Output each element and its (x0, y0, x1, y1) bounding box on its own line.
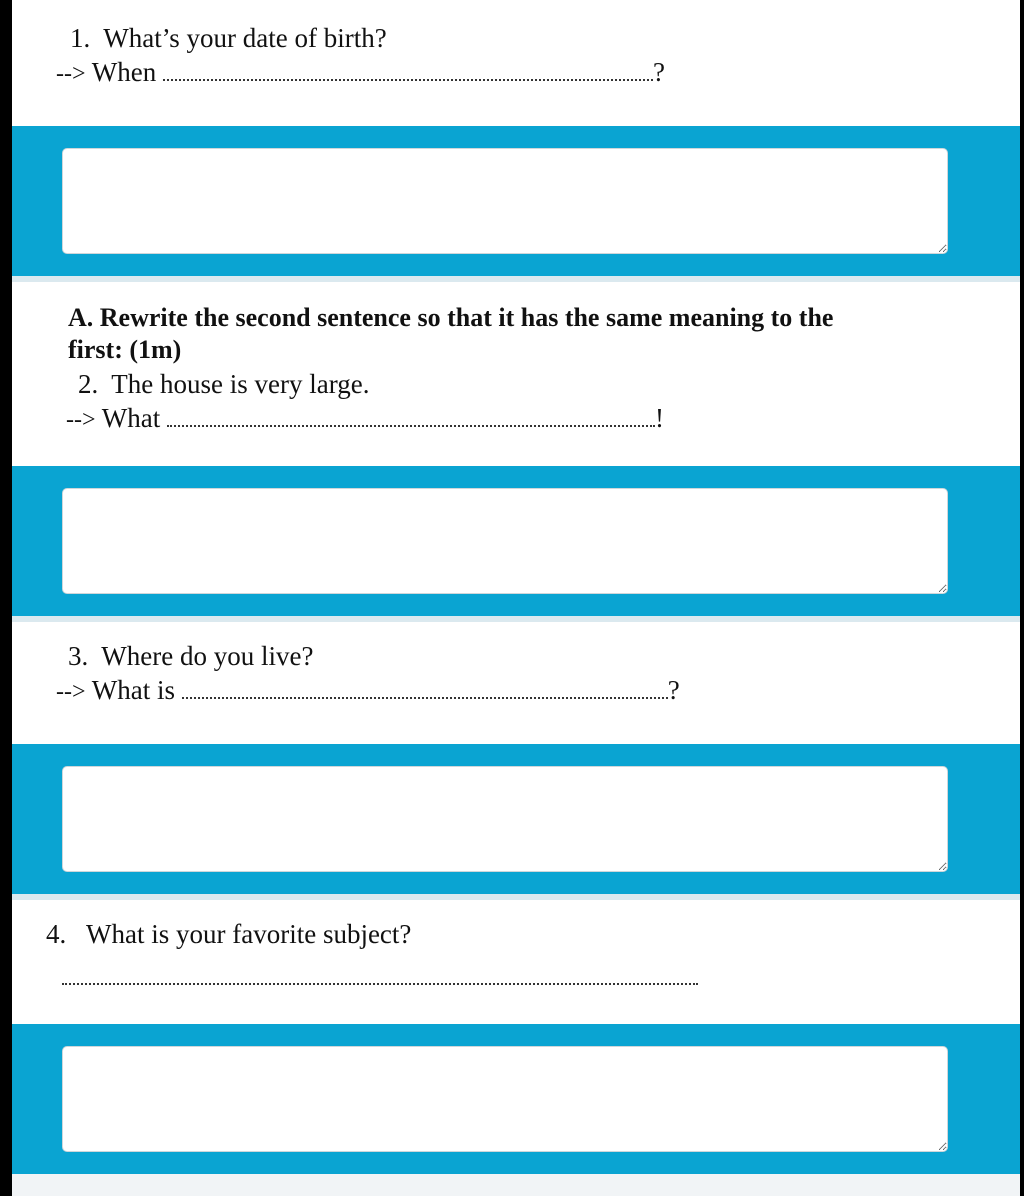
answer-3-input[interactable] (62, 766, 948, 872)
question-2-end: ! (655, 403, 665, 433)
question-3 (68, 640, 313, 672)
question-4-number: 4. (46, 919, 67, 949)
question-3-blank (182, 691, 668, 699)
question-3-rewrite (56, 674, 680, 708)
arrow-marker: --> (66, 407, 96, 433)
arrow-marker: --> (56, 679, 86, 705)
question-1-end: ? (653, 57, 665, 87)
question-3-end: ? (667, 675, 680, 705)
question-4-text: What is your favorite subject? (86, 919, 412, 949)
question-2-panel (12, 282, 1020, 466)
question-4 (46, 918, 411, 950)
question-1-number: 1. (70, 23, 91, 53)
question-1-start: When (91, 57, 157, 87)
question-3-panel (12, 622, 1020, 744)
question-1 (70, 22, 387, 54)
question-3-number: 3. (68, 641, 89, 671)
answer-4-input[interactable] (62, 1046, 948, 1152)
section-a-heading-line-1: A. Rewrite the second sentence so that it has the same meaning to the (68, 303, 834, 332)
question-2-rewrite (66, 402, 664, 436)
question-2-start: What (101, 403, 161, 433)
question-2-number: 2. (78, 369, 99, 399)
section-a-heading-line-2: first: (1m) (68, 335, 182, 364)
page-footer (12, 1174, 1020, 1196)
question-2-text: The house is very large. (111, 369, 370, 399)
question-1-blank (163, 73, 653, 81)
question-2 (78, 368, 369, 400)
question-2-blank (167, 419, 655, 427)
question-4-blank (62, 977, 698, 985)
question-1-text: What’s your date of birth? (103, 23, 387, 53)
question-4-panel (12, 900, 1020, 1024)
question-1-panel (12, 0, 1020, 126)
question-1-rewrite (56, 56, 665, 90)
question-3-start: What is (91, 675, 176, 705)
question-4-rewrite (62, 960, 698, 992)
answer-1-input[interactable] (62, 148, 948, 254)
question-3-text: Where do you live? (101, 641, 314, 671)
answer-2-input[interactable] (62, 488, 948, 594)
arrow-marker: --> (56, 61, 86, 87)
